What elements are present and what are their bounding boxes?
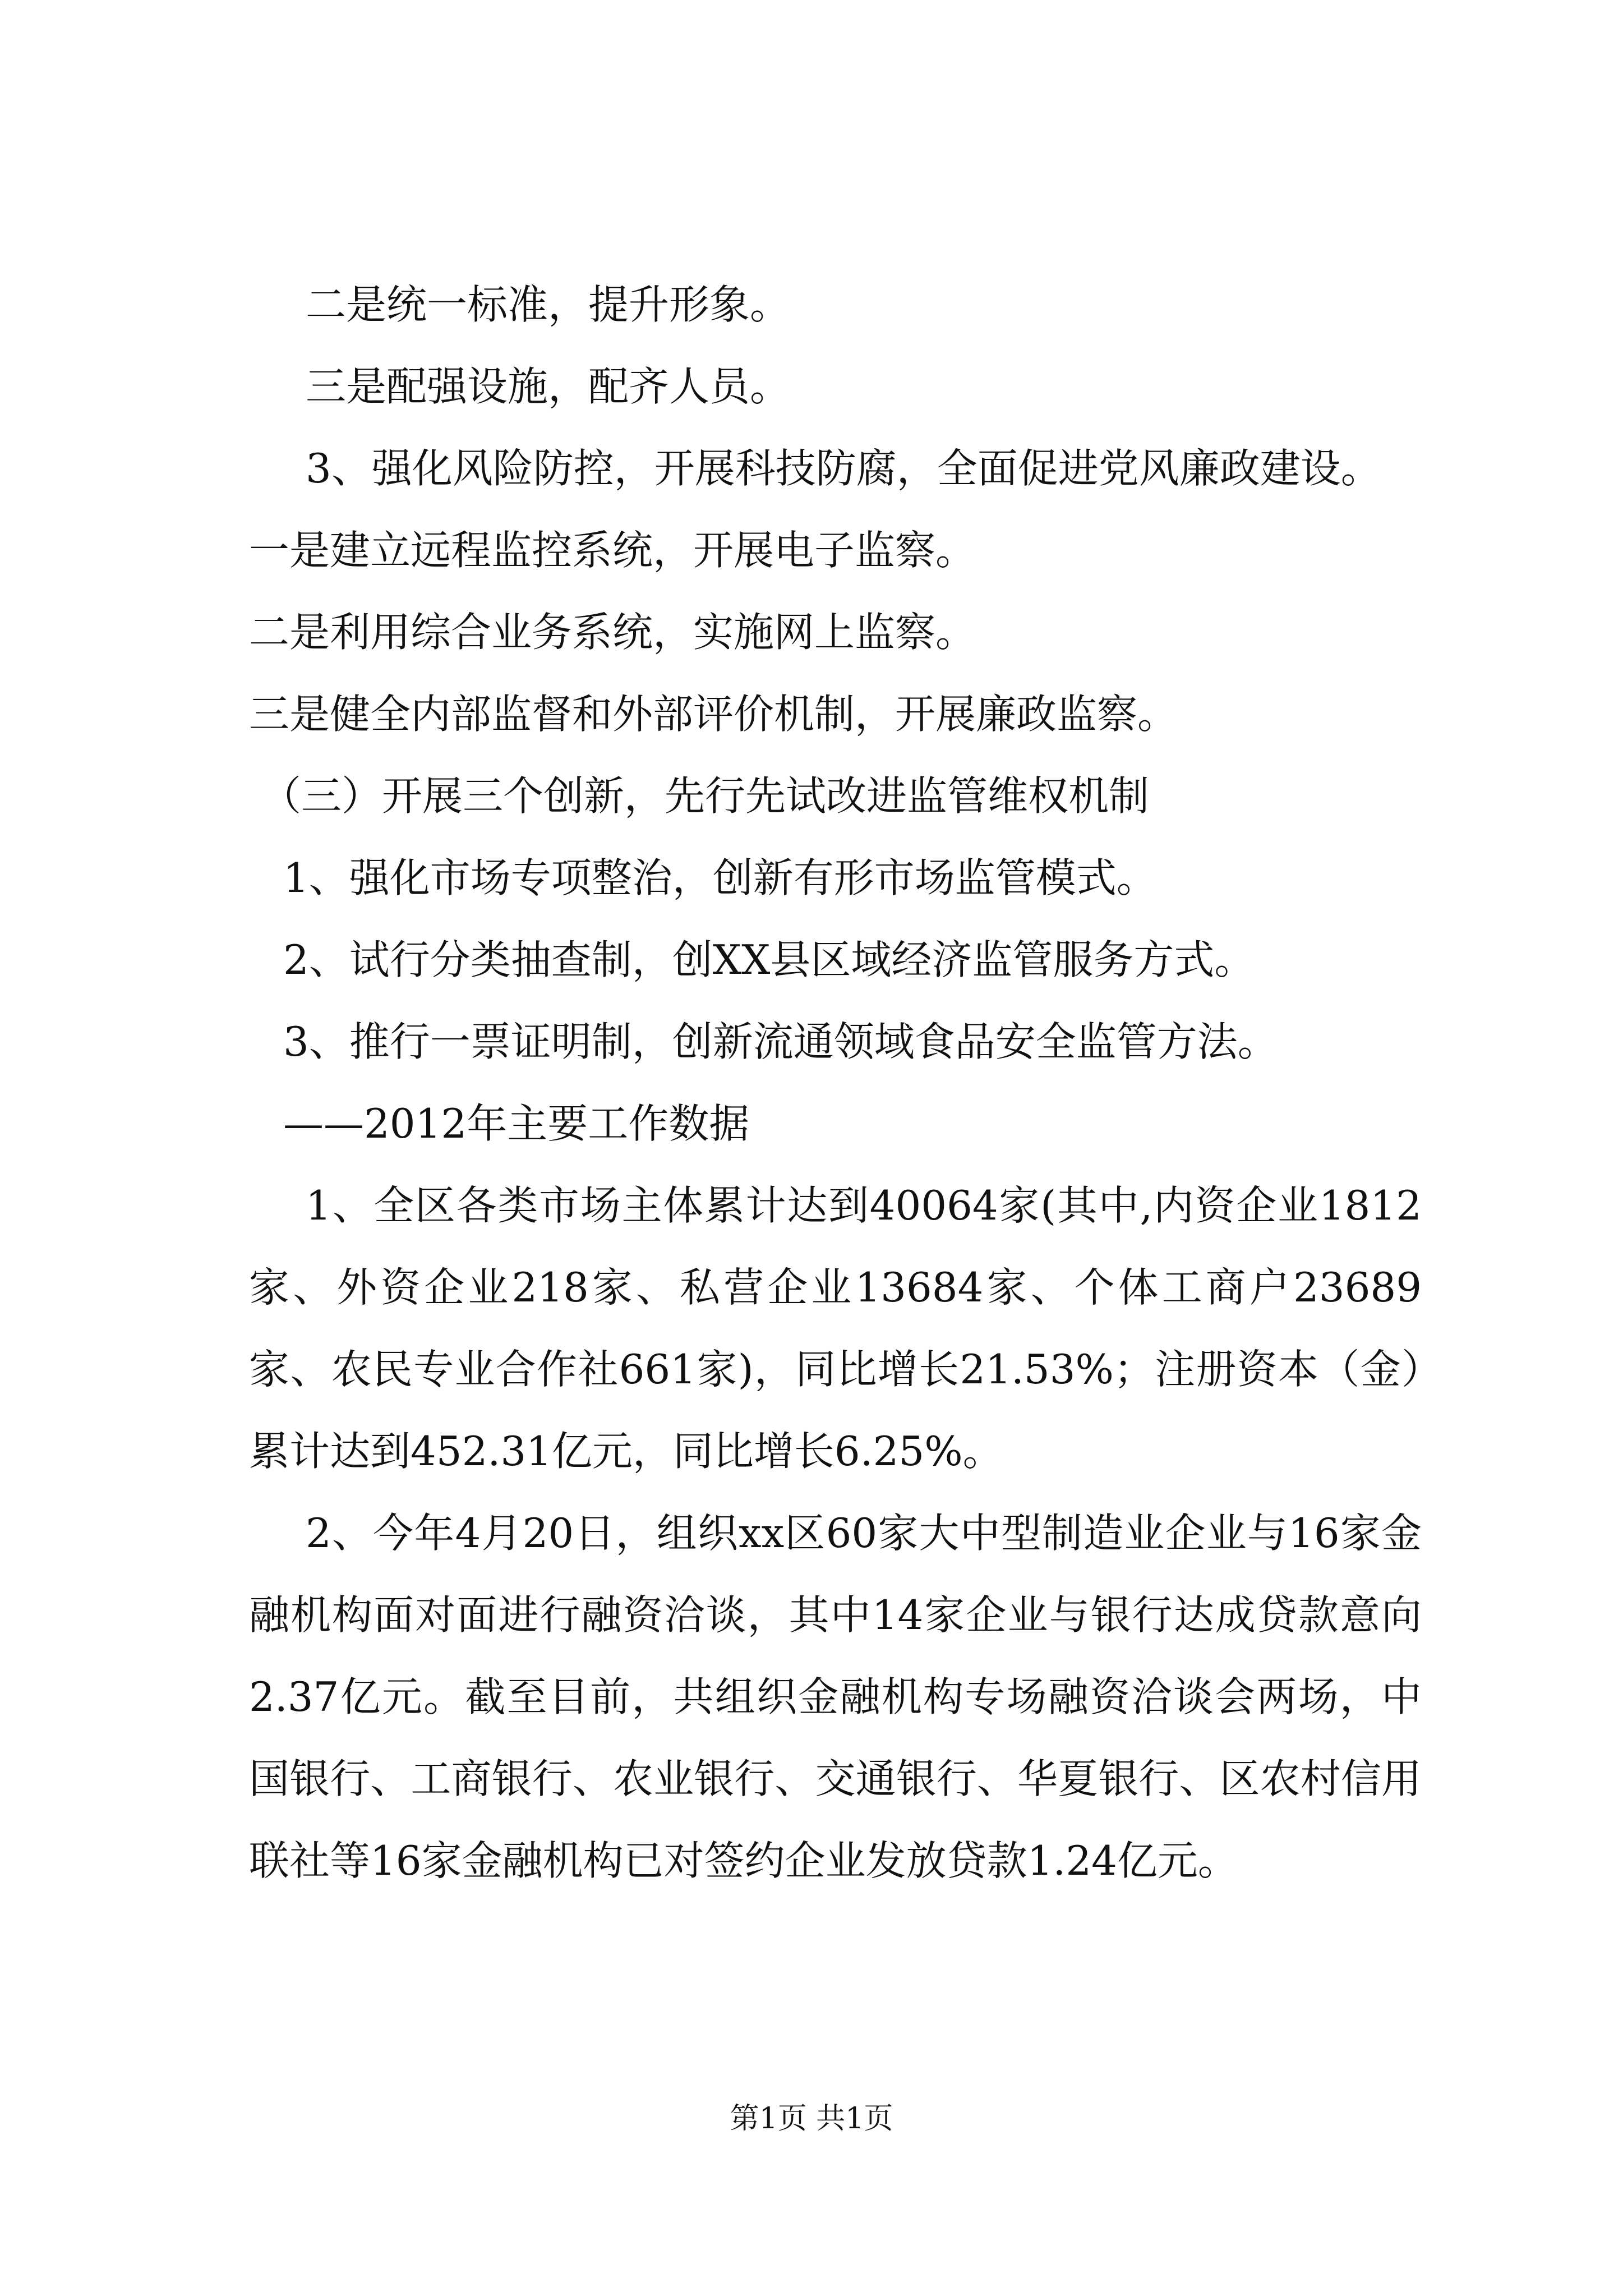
text-line-9: 2、试行分类抽查制，创XX县区域经济监管服务方式。 <box>283 936 1255 983</box>
paragraph-1: 1、全区各类市场主体累计达到40064家(其中,内资企业1812家、外资企业218家、私营企业13684家、个体工商户23689家、农民专业合作社661家)，同比增长21.53%；注册资本（金）累计达到452.31亿元，同比增长6.25%。 <box>249 1182 1422 1475</box>
text-line-2: 三是配强设施，配齐人员。 <box>306 363 791 410</box>
text-line-8: 1、强化市场专项整治，创新有形市场监管模式。 <box>283 854 1157 901</box>
document-body <box>249 264 1422 1902</box>
text-line-4: 一是建立远程监控系统，开展电子监察。 <box>249 527 976 574</box>
paragraph-2: 2、今年4月20日，组织xx区60家大中型制造业企业与16家金融机构面对面进行融资洽谈，其中14家企业与银行达成贷款意向2.37亿元。截至目前，共组织金融机构专场融资洽谈会两场，中国银行、工商银行、农业银行、交通银行、华夏银行、区农村信用联社等16家金融机构已对签约企业发放贷款1.24亿元。 <box>249 1510 1422 1884</box>
page-footer: 第1页 共1页 <box>730 2102 893 2136</box>
section-heading-3: （三）开展三个创新，先行先试改进监管维权机制 <box>261 772 1150 820</box>
text-line-5: 二是利用综合业务系统，实施网上监察。 <box>249 609 976 656</box>
text-line-10: 3、推行一票证明制，创新流通领域食品安全监管方法。 <box>283 1018 1278 1065</box>
text-line-3: 3、强化风险防控，开展科技防腐，全面促进党风廉政建设。 <box>306 445 1381 492</box>
text-line-6: 三是健全内部监督和外部评价机制，开展廉政监察。 <box>249 691 1178 738</box>
data-heading: ——2012年主要工作数据 <box>283 1100 750 1147</box>
text-line-1: 二是统一标准，提升形象。 <box>306 281 791 328</box>
